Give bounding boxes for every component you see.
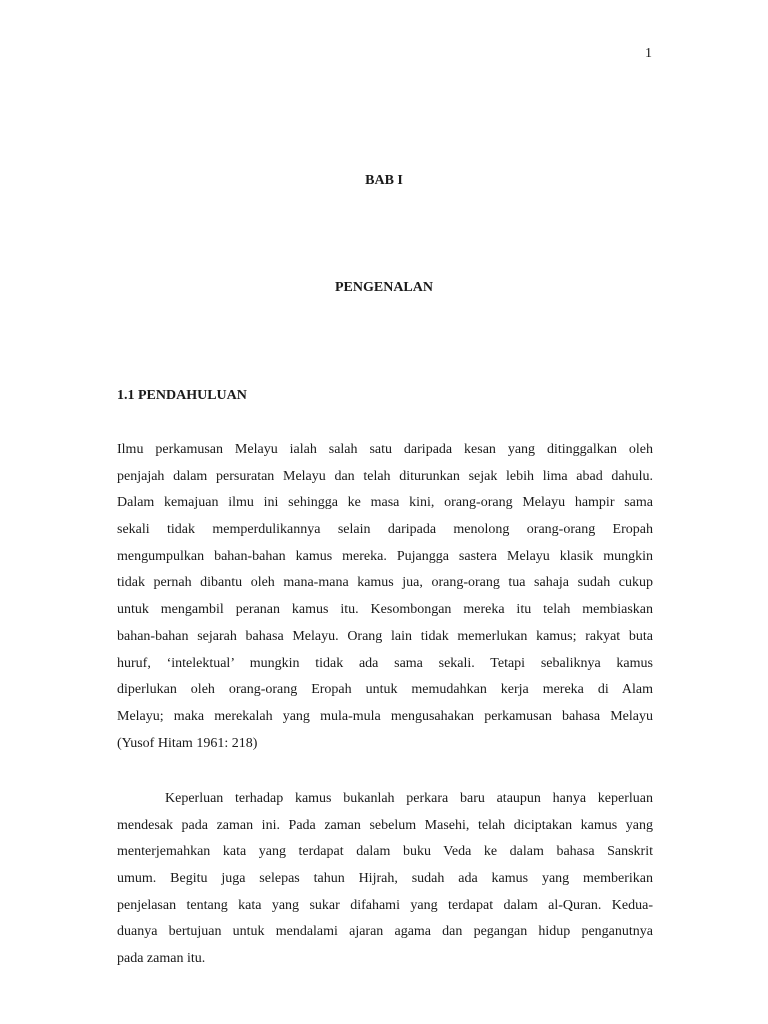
paragraph-line: umum. Begitu juga selepas tahun Hijrah, sudah ada kamus yang memberikan xyxy=(117,871,653,887)
chapter-heading: BAB I xyxy=(365,173,403,188)
paragraph-line: untuk mengambil peranan kamus itu. Kesombongan mereka itu telah membiaskan xyxy=(117,602,653,618)
paragraph-line: diperlukan oleh orang-orang Eropah untuk memudahkan kerja mereka di Alam xyxy=(117,682,653,698)
section-heading: 1.1 PENDAHULUAN xyxy=(117,388,247,403)
paragraph-line: duanya bertujuan untuk mendalami ajaran agama dan pegangan hidup penganutnya xyxy=(117,924,653,940)
page-number: 1 xyxy=(645,46,652,61)
paragraph-line: menterjemahkan kata yang terdapat dalam buku Veda ke dalam bahasa Sanskrit xyxy=(117,844,653,860)
paragraph-line: Keperluan terhadap kamus bukanlah perkara baru ataupun hanya keperluan xyxy=(165,791,653,806)
paragraph-line: bahan-bahan sejarah bahasa Melayu. Orang lain tidak memerlukan kamus; rakyat buta xyxy=(117,628,653,644)
paragraph-line: Dalam kemajuan ilmu ini sehingga ke masa kini, orang-orang Melayu hampir sama xyxy=(117,495,653,511)
paragraph-line: (Yusof Hitam 1961: 218) xyxy=(117,735,258,751)
paragraph-line: pada zaman itu. xyxy=(117,951,206,967)
paragraph-line: huruf, ‘intelektual’ mungkin tidak ada sama sekali. Tetapi sebaliknya kamus xyxy=(117,655,653,671)
paragraph-line: mendesak pada zaman ini. Pada zaman sebelum Masehi, telah diciptakan kamus yang xyxy=(117,817,653,833)
chapter-title: PENGENALAN xyxy=(334,280,433,295)
paragraph-introduction xyxy=(117,437,653,757)
paragraph-line: penjelasan tentang kata yang sukar difahami yang terdapat dalam al-Quran. Kedua- xyxy=(117,897,653,913)
paragraph-line: mengumpulkan bahan-bahan kamus mereka. Pujangga sastera Melayu klasik mungkin xyxy=(117,548,653,564)
paragraph-line: tidak pernah dibantu oleh mana-mana kamus jua, orang-orang tua sahaja sudah cukup xyxy=(117,575,653,591)
paragraph-line: Melayu; maka merekalah yang mula-mula mengusahakan perkamusan bahasa Melayu xyxy=(117,708,653,724)
paragraph-dictionary-need xyxy=(117,786,653,973)
paragraph-line: Ilmu perkamusan Melayu ialah salah satu daripada kesan yang ditinggalkan oleh xyxy=(117,442,653,457)
paragraph-line: penjajah dalam persuratan Melayu dan telah diturunkan sejak lebih lima abad dahulu. xyxy=(117,468,653,484)
paragraph-line: sekali tidak memperdulikannya selain daripada menolong orang-orang Eropah xyxy=(117,522,653,538)
